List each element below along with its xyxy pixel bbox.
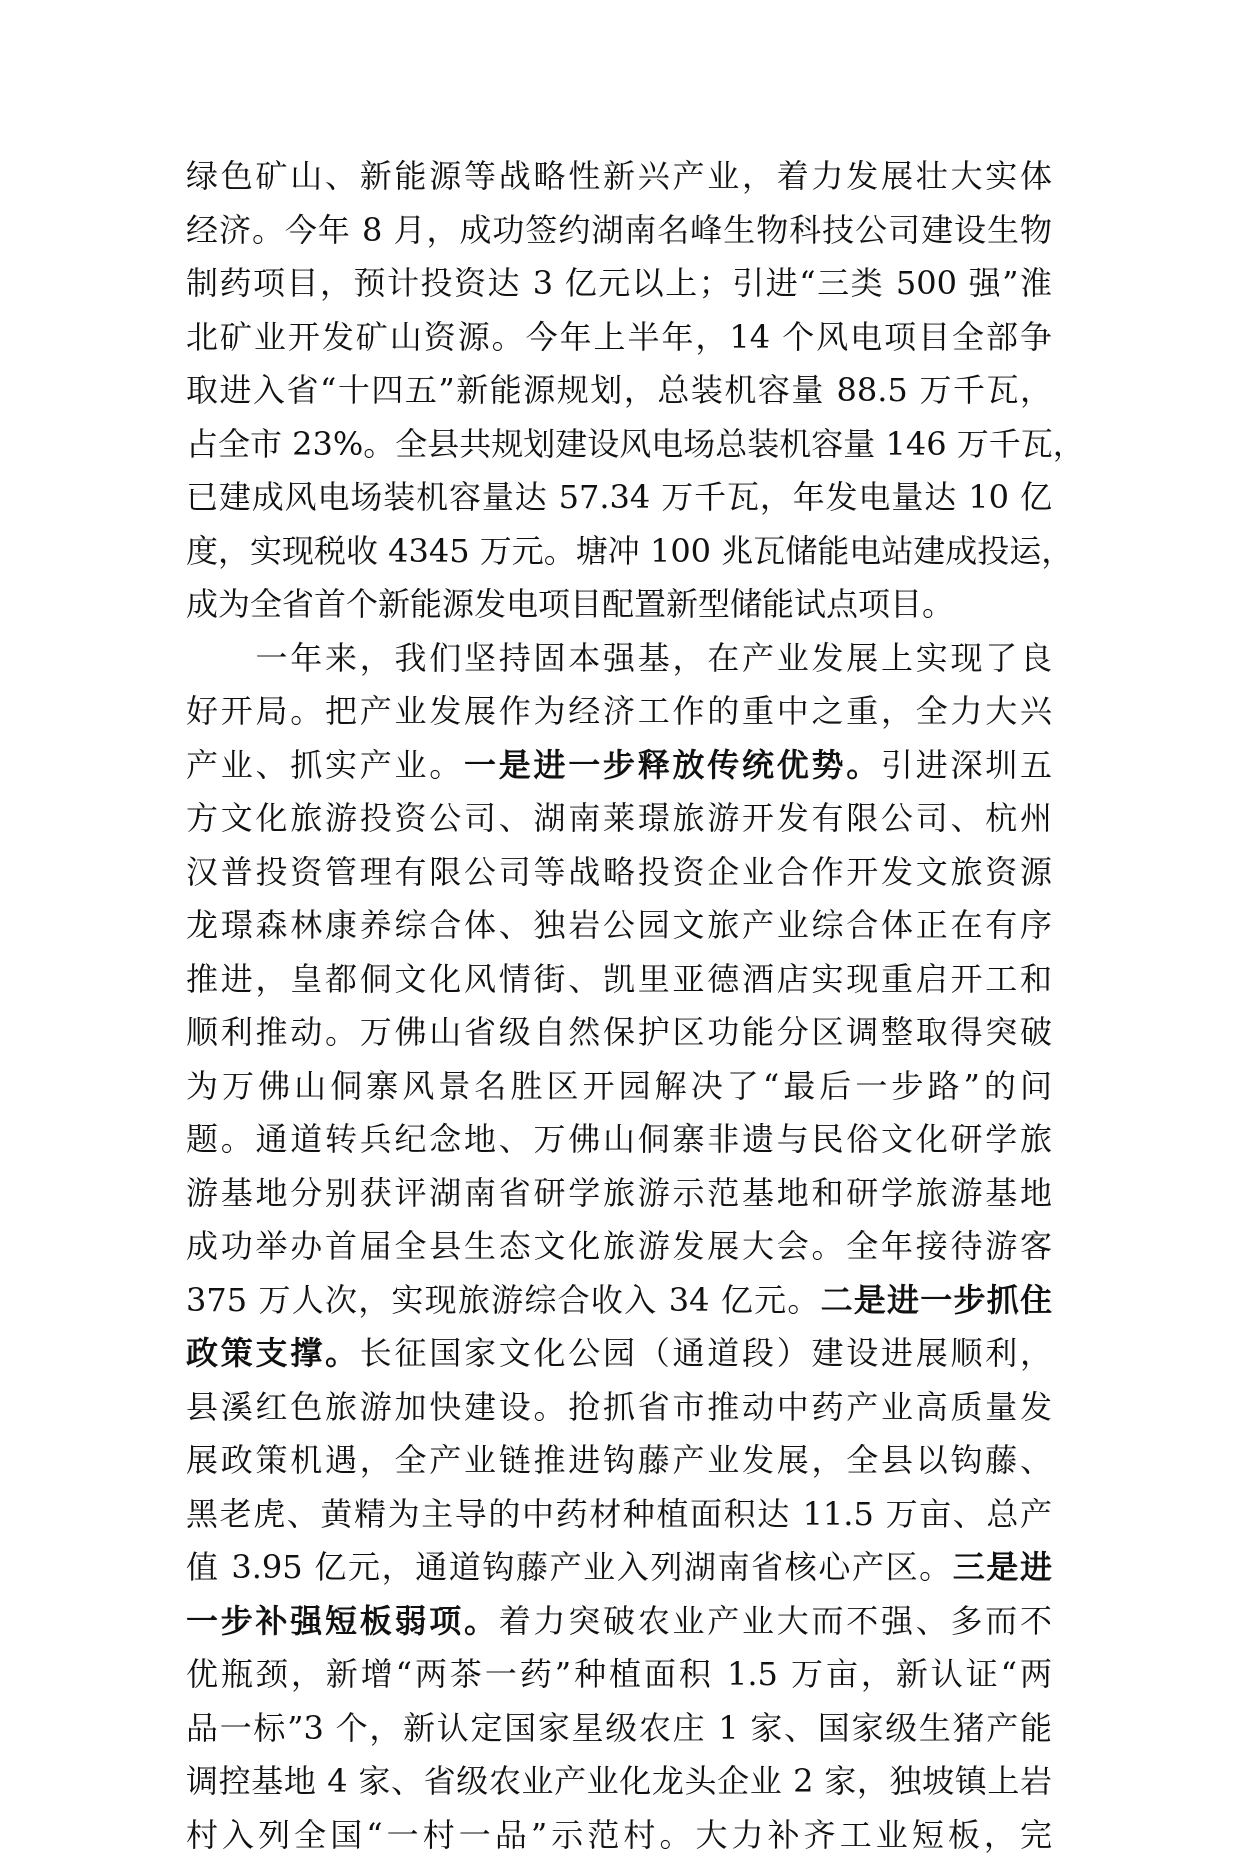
text-line xyxy=(186,1541,1052,1595)
body-text: 产业、抓实产业。 xyxy=(186,746,464,784)
text-line xyxy=(186,364,1052,418)
text-line xyxy=(186,204,1052,258)
body-text: 推进，皇都侗文化风情街、凯里亚德酒店实现重启开工和 xyxy=(186,960,1052,998)
body-text: 北矿业开发矿山资源。今年上半年，14 个风电项目全部争 xyxy=(186,318,1052,356)
document-page xyxy=(186,150,1052,1650)
text-line xyxy=(186,1274,1052,1328)
text-line xyxy=(186,632,1052,686)
text-line xyxy=(186,685,1052,739)
text-line xyxy=(186,1381,1052,1435)
body-text: 游基地分别获评湖南省研学旅游示范基地和研学旅游基地 xyxy=(186,1174,1052,1212)
body-text: 龙璟森林康养综合体、独岩公园文旅产业综合体正在有序 xyxy=(186,906,1052,944)
body-text: 方文化旅游投资公司、湖南莱璟旅游开发有限公司、杭州 xyxy=(186,799,1052,837)
text-line xyxy=(186,150,1052,204)
text-line xyxy=(186,1167,1052,1221)
body-text: 优瓶颈，新增“两茶一药”种植面积 1.5 万亩，新认证“两 xyxy=(186,1655,1052,1693)
body-text: 县溪红色旅游加快建设。抢抓省市推动中药产业高质量发 xyxy=(186,1388,1052,1426)
text-line xyxy=(186,578,1052,632)
body-text: 村入列全国“一村一品”示范村。大力补齐工业短板，完 xyxy=(186,1816,1052,1854)
body-text: 占全市 23%。全县共规划建设风电场总装机容量 146 万千瓦， xyxy=(186,425,1085,463)
text-line xyxy=(186,1648,1052,1702)
text-line xyxy=(186,1809,1052,1862)
body-text: 调控基地 4 家、省级农业产业化龙头企业 2 家，独坡镇上岩 xyxy=(186,1762,1052,1800)
body-text: 值 3.95 亿元，通道钩藤产业入列湖南省核心产区。 xyxy=(186,1548,953,1586)
text-line xyxy=(186,311,1052,365)
body-text: 好开局。把产业发展作为经济工作的重中之重，全力大兴 xyxy=(186,692,1052,730)
text-line xyxy=(186,953,1052,1007)
body-text: 长征国家文化公园（通道段）建设进展顺利， xyxy=(360,1334,1052,1372)
body-text: 着力突破农业产业大而不强、多而不 xyxy=(499,1602,1052,1640)
text-line xyxy=(186,1006,1052,1060)
bold-heading-text: 三是进 xyxy=(953,1548,1052,1586)
body-text: 成为全省首个新能源发电项目配置新型储能试点项目。 xyxy=(186,585,954,623)
text-line xyxy=(186,418,1052,472)
text-line xyxy=(186,899,1052,953)
text-line xyxy=(186,1595,1052,1649)
body-text: 题。通道转兵纪念地、万佛山侗寨非遗与民俗文化研学旅 xyxy=(186,1120,1052,1158)
body-text: 成功举办首届全县生态文化旅游发展大会。全年接待游客 xyxy=(186,1227,1052,1265)
bold-heading-text: 二是进一步抓住 xyxy=(821,1281,1052,1319)
body-text: 取进入省“十四五”新能源规划，总装机容量 88.5 万千瓦， xyxy=(186,371,1052,409)
body-text: 黑老虎、黄精为主导的中药材种植面积达 11.5 万亩、总产 xyxy=(186,1495,1052,1533)
body-text: 375 万人次，实现旅游综合收入 34 亿元。 xyxy=(186,1281,821,1319)
text-line xyxy=(186,846,1052,900)
text-line xyxy=(186,1327,1052,1381)
body-text: 品一标”3 个，新认定国家星级农庄 1 家、国家级生猪产能 xyxy=(186,1709,1052,1747)
body-text: 一年来，我们坚持固本强基，在产业发展上实现了良 xyxy=(186,639,1052,677)
text-line xyxy=(186,1434,1052,1488)
body-text: 引进深圳五 xyxy=(881,746,1052,784)
bold-heading-text: 一步补强短板弱项。 xyxy=(186,1602,499,1640)
text-line xyxy=(186,1488,1052,1542)
bold-heading-text: 政策支撑。 xyxy=(186,1334,360,1372)
text-line xyxy=(186,739,1052,793)
body-text: 顺利推动。万佛山省级自然保护区功能分区调整取得突破 xyxy=(186,1013,1052,1051)
text-line xyxy=(186,257,1052,311)
body-text: 绿色矿山、新能源等战略性新兴产业，着力发展壮大实体 xyxy=(186,157,1052,195)
body-text: 制药项目，预计投资达 3 亿元以上；引进“三类 500 强”淮 xyxy=(186,264,1052,302)
body-text: 已建成风电场装机容量达 57.34 万千瓦，年发电量达 10 亿 xyxy=(186,478,1052,516)
bold-heading-text: 一是进一步释放传统优势。 xyxy=(464,746,881,784)
text-line xyxy=(186,1220,1052,1274)
text-line xyxy=(186,1702,1052,1756)
text-line xyxy=(186,525,1052,579)
text-line xyxy=(186,792,1052,846)
body-text: 经济。今年 8 月，成功签约湖南名峰生物科技公司建设生物 xyxy=(186,211,1052,249)
text-line xyxy=(186,1060,1052,1114)
body-text: 展政策机遇，全产业链推进钩藤产业发展，全县以钩藤、 xyxy=(186,1441,1052,1479)
text-line xyxy=(186,1755,1052,1809)
body-text: 度，实现税收 4345 万元。塘冲 100 兆瓦储能电站建成投运， xyxy=(186,532,1073,570)
text-line xyxy=(186,1113,1052,1167)
body-text: 为万佛山侗寨风景名胜区开园解决了“最后一步路”的问 xyxy=(186,1067,1052,1105)
text-line xyxy=(186,471,1052,525)
body-text: 汉普投资管理有限公司等战略投资企业合作开发文旅资源 xyxy=(186,853,1052,891)
